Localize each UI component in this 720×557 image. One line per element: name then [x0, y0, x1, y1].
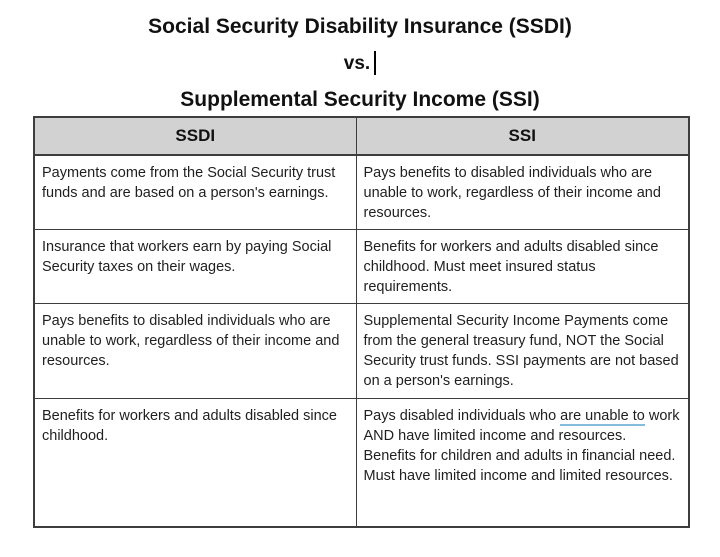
table-row	[34, 399, 689, 527]
ssdi-cell-row-2[interactable]: Insurance that workers earn by paying Social Security taxes on their wages.	[34, 230, 356, 304]
text-cursor-icon	[374, 51, 376, 75]
table-row	[34, 155, 689, 230]
table-header-ssi[interactable]: SSI	[356, 117, 689, 155]
ssi-cell-row-2[interactable]: Benefits for workers and adults disabled since childhood. Must meet insured status requirements.	[356, 230, 689, 304]
ssi-cell-row-1[interactable]: Pays benefits to disabled individuals who are unable to work, regardless of their income and resources.	[356, 155, 689, 230]
document-title-block	[0, 0, 720, 112]
title-line-3[interactable]: Supplemental Security Income (SSI)	[180, 88, 540, 111]
ssdi-cell-row-4[interactable]: Benefits for workers and adults disabled since childhood.	[34, 399, 356, 527]
ssi-cell-row-4-text-suggestion-underlined: are unable to	[560, 408, 645, 424]
ssi-cell-row-4-text-after: work AND have limited income and resources. Benefits for children and adults in financial need. Must have limited income and limited resources.	[363, 408, 680, 484]
ssdi-cell-row-1[interactable]: Payments come from the Social Security trust funds and are based on a person's earnings.	[34, 155, 356, 230]
ssdi-cell-row-3[interactable]: Pays benefits to disabled individuals who are unable to work, regardless of their income and resources.	[34, 304, 356, 399]
title-line-1[interactable]: Social Security Disability Insurance (SSDI)	[148, 15, 572, 38]
comparison-table	[33, 116, 690, 528]
table-row	[34, 304, 689, 399]
table-header-ssdi[interactable]: SSDI	[34, 117, 356, 155]
ssi-cell-row-4[interactable]	[356, 399, 689, 527]
table-header-row	[34, 117, 689, 155]
ssi-cell-row-3[interactable]: Supplemental Security Income Payments come from the general treasury fund, NOT the Social Security trust funds. SSI payments are not based on a person's earnings.	[356, 304, 689, 399]
title-line-2[interactable]	[0, 52, 720, 76]
title-line-2-text: vs.	[343, 53, 371, 75]
ssi-cell-row-4-text-before: Pays disabled individuals who	[363, 408, 561, 424]
table-row	[34, 230, 689, 304]
